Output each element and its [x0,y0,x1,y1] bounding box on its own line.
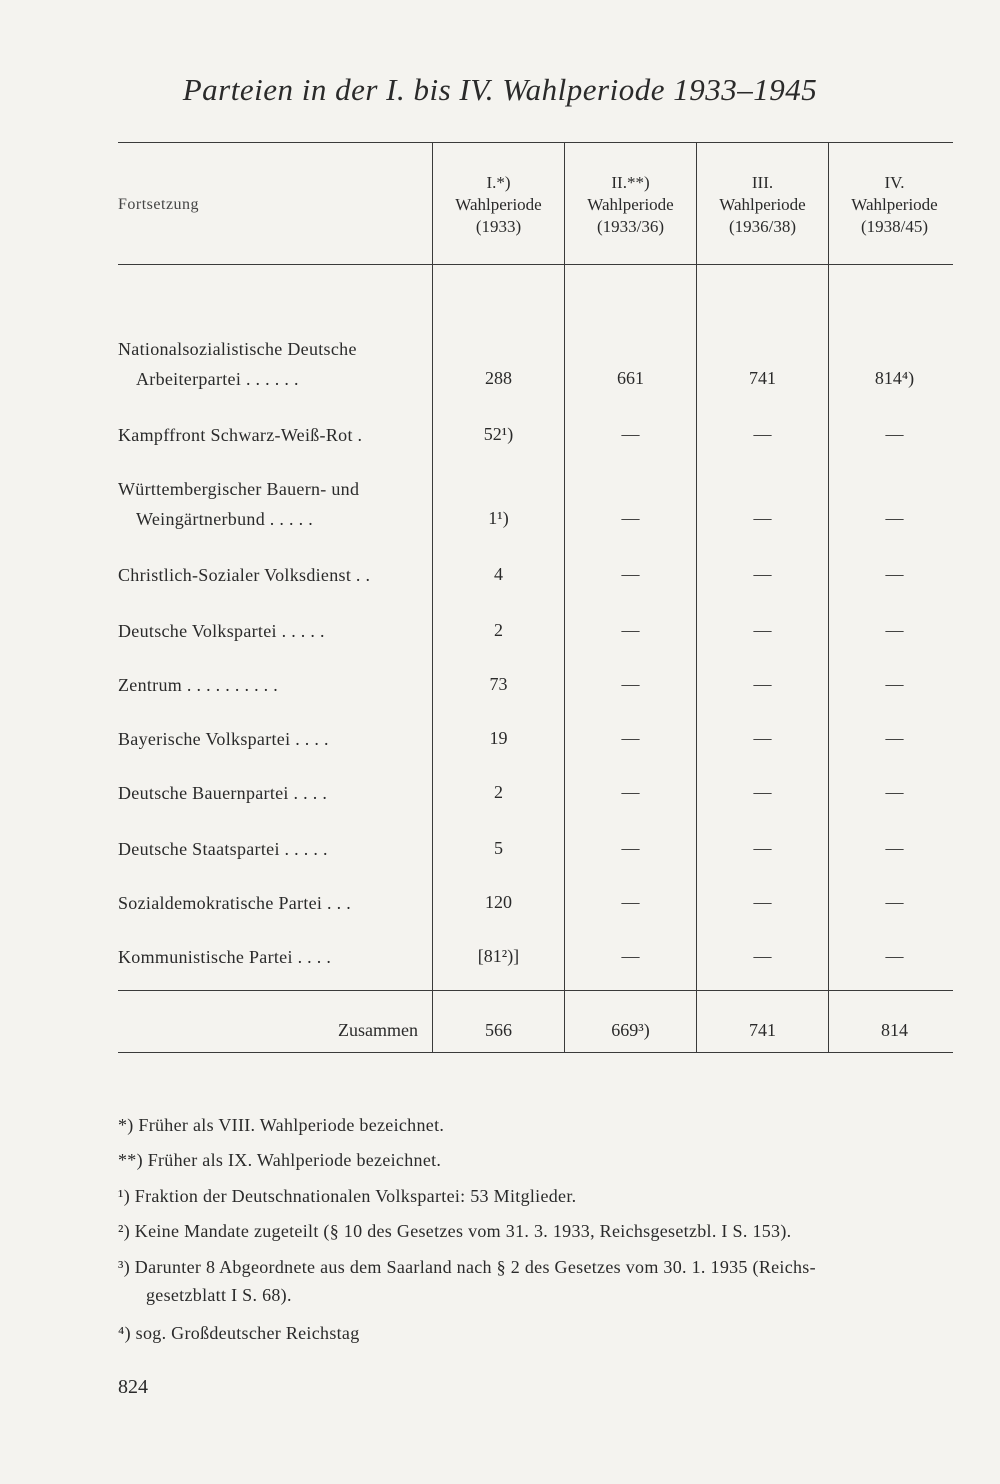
column-years: (1933) [475,217,522,236]
table-cell: — [885,728,904,748]
table-cell: 2 [494,782,503,802]
table-cell: — [885,946,904,966]
row-label-line: Nationalsozialistische Deutsche [118,339,357,359]
column-number: IV. [884,173,905,192]
column-label: Wahlperiode [455,195,542,214]
column-number: III. [751,173,774,192]
table-cell: — [621,508,640,528]
page-title: Parteien in der I. bis IV. Wahlperiode 1933–1945 [182,72,818,107]
row-label-line: Deutsche Staatspartei . . . . . [118,839,328,859]
row-label-bvp [118,724,418,754]
row-label-line: Zentrum . . . . . . . . . . [118,675,279,695]
table-cell: — [621,564,640,584]
table-cell: — [753,508,772,528]
total-cell: 814 [881,1020,908,1040]
table-bottom-rule [118,1052,953,1053]
column-header-1 [433,172,564,238]
table-cell: 288 [485,368,512,388]
column-years: (1936/38) [728,217,797,236]
table-cell: — [753,782,772,802]
table-cell: — [885,620,904,640]
col-divider [828,142,829,1052]
row-label-dvp [118,616,418,646]
footnote: ³) Darunter 8 Abgeordnete aus dem Saarland nach § 2 des Gesetzes vom 30. 1. 1935 (Reichs- [118,1257,816,1277]
footnote: *) Früher als VIII. Wahlperiode bezeichnet. [118,1115,445,1135]
row-label-line: Sozialdemokratische Partei . . . [118,893,352,913]
col-divider [564,142,565,1052]
column-header-2 [565,172,696,238]
table-cell: 52¹) [483,424,514,444]
row-label-line: Kommunistische Partei . . . . [118,947,332,967]
table-cell: 4 [494,564,503,584]
row-label-line: Bayerische Volkspartei . . . . [118,729,329,749]
table-cell: — [621,620,640,640]
table-cell: — [621,892,640,912]
table-cell: — [621,782,640,802]
table-cell: — [621,946,640,966]
column-label: Wahlperiode [587,195,674,214]
row-label-spd [118,888,418,918]
table-cell: 1¹) [488,508,509,528]
table-cell: — [885,838,904,858]
column-header-3 [697,172,828,238]
table-cell: — [753,424,772,444]
table-cell: — [885,424,904,444]
table-cell: — [621,674,640,694]
table-cell: 73 [489,674,508,694]
footnote: ¹) Fraktion der Deutschnationalen Volkspartei: 53 Mitglieder. [118,1186,577,1206]
row-label-bauernpartei [118,778,418,808]
table-cell: — [753,838,772,858]
total-cell: 669³) [611,1020,650,1040]
footnote: **) Früher als IX. Wahlperiode bezeichnet. [118,1150,442,1170]
table-cell: — [753,946,772,966]
table-cell: — [885,674,904,694]
row-label-line: Kampffront Schwarz-Weiß-Rot . [118,425,363,445]
total-cell: 741 [749,1020,776,1040]
col-divider [696,142,697,1052]
table-cell: 814⁴) [874,368,915,388]
row-label-line: Weingärtnerbund . . . . . [136,509,314,529]
row-label-line: Deutsche Volkspartei . . . . . [118,621,325,641]
table-cell: 19 [489,728,508,748]
row-label-line: Christlich-Sozialer Volksdienst . . [118,565,371,585]
table-cell: 661 [617,368,644,388]
table-cell: — [753,674,772,694]
column-label: Wahlperiode [851,195,938,214]
column-label: Wahlperiode [719,195,806,214]
table-cell: [81²)] [477,946,520,966]
footnote-continuation: gesetzblatt I S. 68). [146,1285,292,1305]
row-label-wuerttemberg [118,474,418,534]
column-number: I.*) [486,173,511,192]
table-cell: — [885,564,904,584]
table-cell: 741 [749,368,776,388]
row-label-nsdap [118,334,418,394]
row-label-kpd [118,942,418,972]
table-cell: 2 [494,620,503,640]
footnote: ²) Keine Mandate zugeteilt (§ 10 des Gesetzes vom 31. 3. 1933, Reichsgesetzbl. I S. 153). [118,1221,792,1241]
row-label-line: Arbeiterpartei . . . . . . [136,369,299,389]
table-cell: — [621,728,640,748]
table-cell: — [753,892,772,912]
table-cell: — [885,782,904,802]
table-cell: — [621,838,640,858]
row-header-label: Fortsetzung [118,196,200,213]
table-cell: — [753,728,772,748]
table-cell: — [621,424,640,444]
table-cell: — [885,508,904,528]
table-cell: — [753,620,772,640]
column-number: II.**) [611,173,650,192]
row-label-line: Württembergischer Bauern- und [118,479,360,499]
column-years: (1938/45) [860,217,929,236]
table-cell: — [753,564,772,584]
row-label-zentrum [118,670,418,700]
table-cell: — [885,892,904,912]
total-cell: 566 [485,1020,512,1040]
row-label-line: Deutsche Bauernpartei . . . . [118,783,328,803]
table-cell: 5 [494,838,503,858]
row-label-kampffront [118,420,418,450]
column-header-4 [829,172,960,238]
footnote: ⁴) sog. Großdeutscher Reichstag [118,1323,360,1343]
col-divider [432,142,433,1052]
total-label: Zusammen [338,1020,418,1040]
row-label-csvd [118,560,418,590]
table-cell: 120 [485,892,512,912]
column-years: (1933/36) [596,217,665,236]
row-label-staatspartei [118,834,418,864]
page-number: 824 [118,1376,148,1398]
